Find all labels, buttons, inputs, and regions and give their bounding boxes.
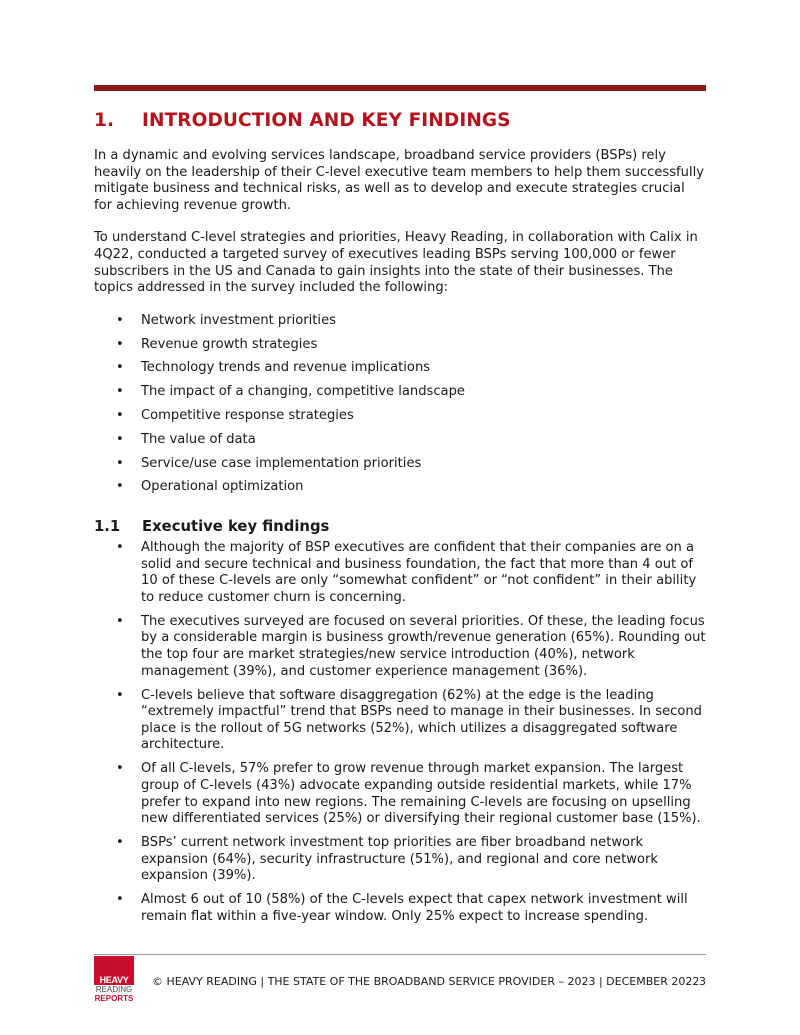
list-item-text: Technology trends and revenue implications [141, 360, 431, 376]
list-item [94, 614, 706, 680]
list-item-text: C-levels believe that software disaggregation (62%) at the edge is the leading “extremely impactful” trend that BSPs need to manage in their businesses. In second place is the rollout of 5G networks (52%), which utilizes a disaggregated software architecture. [141, 687, 702, 753]
list-item [94, 408, 706, 432]
bullet-icon: • [116, 431, 124, 447]
list-item [94, 384, 706, 408]
list-item [94, 337, 706, 361]
list-item [94, 892, 706, 925]
bullet-icon: • [116, 384, 124, 400]
list-item-text: The impact of a changing, competitive landscape [141, 384, 465, 400]
top-rule [94, 85, 706, 91]
list-item-text: Service/use case implementation priorities [141, 455, 422, 471]
list-item-text: Of all C-levels, 57% prefer to grow revenue through market expansion. The largest group of C-levels (43%) advocate expanding outside residential markets, while 17% prefer to expand into new regions. The remaining C-levels are focusing on upselling new differentiated services (25%) or diversifying their regional customer base (15%). [141, 761, 701, 827]
list-item [94, 456, 706, 480]
bullet-icon: • [116, 479, 124, 495]
subsection-title: Executive key findings [142, 518, 330, 536]
bullet-icon: • [116, 892, 124, 908]
list-item [94, 688, 706, 754]
bullet-icon: • [116, 360, 124, 376]
list-item [94, 835, 706, 885]
logo-heavy-text: HEAVY [99, 975, 129, 985]
bullet-icon: • [116, 835, 124, 851]
list-item [94, 540, 706, 606]
subsection-number: 1.1 [94, 518, 121, 536]
list-item [94, 313, 706, 337]
list-item-text: BSPs’ current network investment top priorities are fiber broadband network expansion (64%), security infrastructure (51%), and regional and core network expansion (39%). [141, 835, 658, 884]
page-number: 3 [699, 975, 706, 988]
page-content [94, 108, 706, 933]
list-item [94, 432, 706, 456]
footer-text: © HEAVY READING | THE STATE OF THE BROADBAND SERVICE PROVIDER – 2023 | DECEMBER 2022 [152, 975, 700, 988]
bullet-icon: • [116, 540, 124, 556]
heavy-reading-logo [94, 956, 134, 1002]
bullet-icon: • [116, 613, 124, 629]
findings-list [94, 540, 706, 925]
list-item [94, 360, 706, 384]
logo-reading-text: READING [95, 985, 133, 994]
section-title: INTRODUCTION AND KEY FINDINGS [142, 110, 511, 131]
list-item-text: Operational optimization [141, 479, 304, 495]
list-item-text: The executives surveyed are focused on several priorities. Of these, the leading focus by a considerable margin is business growth/revenue generation (65%). Rounding out the top four are market strategies/new service introduction (40%), network management (39%), and customer experience management (36%). [141, 613, 706, 679]
list-item-text: The value of data [141, 431, 256, 447]
bullet-icon: • [116, 336, 124, 352]
list-item [94, 761, 706, 827]
footer-rule [94, 954, 706, 955]
bullet-icon: • [116, 761, 124, 777]
section-number: 1. [94, 110, 115, 131]
subsection-heading [94, 517, 706, 537]
list-item-text: Although the majority of BSP executives are confident that their companies are on a solid and secure technical and business foundation, the fact that more than 4 out of 10 of these C-levels are only “somewhat confident” or “not confident” in their ability to reduce customer churn is concerning. [141, 540, 697, 605]
list-item-text: Revenue growth strategies [141, 336, 318, 352]
logo-reports-text: REPORTS [94, 994, 134, 1003]
list-item [94, 479, 706, 503]
bullet-icon: • [116, 687, 124, 703]
bullet-icon: • [116, 455, 124, 471]
intro-paragraph: To understand C-level strategies and priorities, Heavy Reading, in collaboration with Calix in 4Q22, conducted a targeted survey of executives leading BSPs serving 100,000 or fewer subscribers in the US and Canada to gain insights into the state of their businesses. The topics addressed in the survey included the following: [94, 230, 698, 296]
bullet-icon: • [116, 407, 124, 423]
list-item-text: Network investment priorities [141, 312, 336, 328]
list-item-text: Almost 6 out of 10 (58%) of the C-levels expect that capex network investment will remain flat within a five-year window. Only 25% expect to increase spending. [141, 892, 688, 924]
bullet-icon: • [116, 312, 124, 328]
topics-list [94, 313, 706, 503]
list-item-text: Competitive response strategies [141, 407, 354, 423]
section-heading [94, 108, 706, 134]
intro-paragraph: In a dynamic and evolving services landscape, broadband service providers (BSPs) rely heavily on the leadership of their C-level executive team members to help them successfully mitigate business and technical risks, as well as to develop and execute strategies crucial for achieving revenue growth. [94, 148, 704, 213]
